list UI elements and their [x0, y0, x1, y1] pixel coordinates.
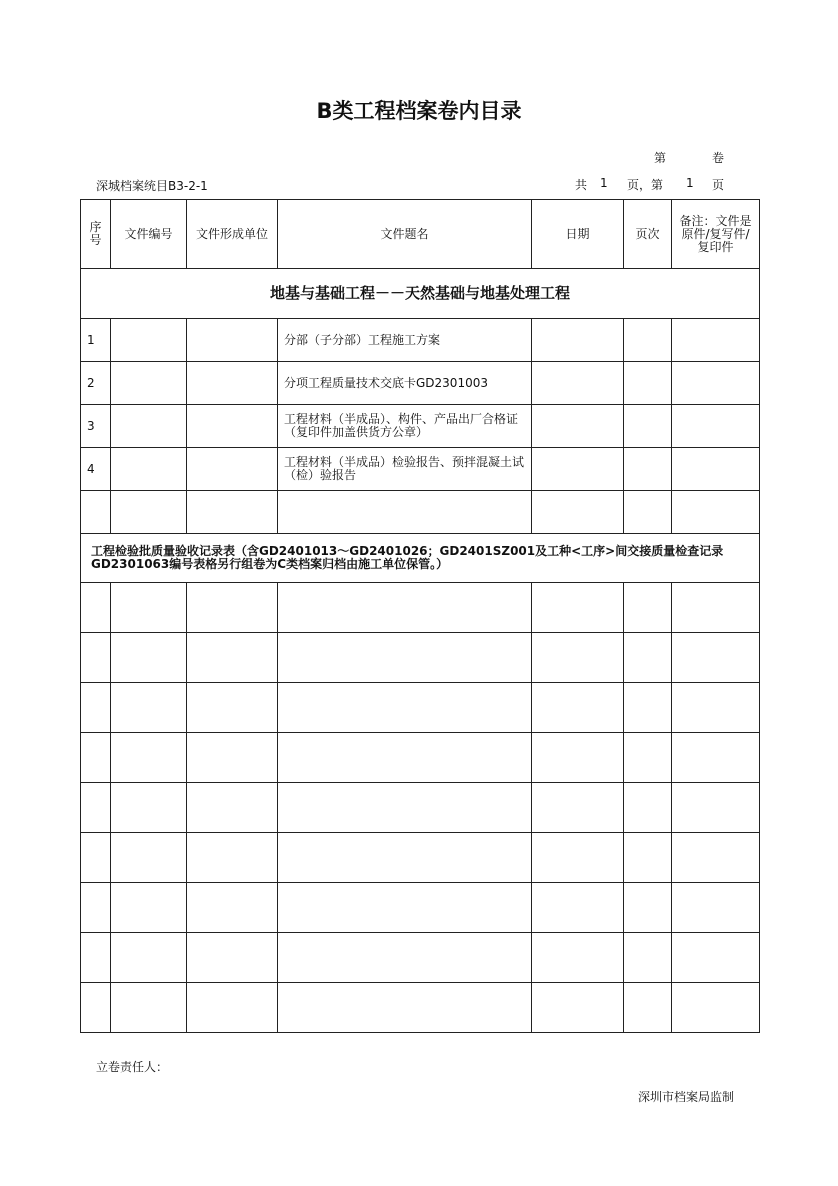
table-row	[81, 933, 760, 983]
pages-current: 1	[686, 176, 694, 190]
table-row	[81, 491, 760, 534]
row-title: 分项工程质量技术交底卡GD2301003	[278, 362, 532, 405]
table-row	[81, 883, 760, 933]
row-no: 2	[81, 362, 111, 405]
row-title: 工程材料（半成品）、构件、产品出厂合格证（复印件加盖供货方公章）	[278, 405, 532, 448]
col-header-title: 文件题名	[278, 200, 532, 269]
pages-sep: 页，第	[627, 178, 664, 192]
header-row	[81, 200, 760, 269]
col-header-unit: 文件形成单位	[187, 200, 278, 269]
table-row	[81, 362, 760, 405]
table-row	[81, 833, 760, 883]
table-row	[81, 448, 760, 491]
row-title: 分部（子分部）工程施工方案	[278, 319, 532, 362]
pages-total: 1	[600, 176, 608, 190]
pages-ye: 页	[712, 178, 725, 192]
volume-label-di: 第	[654, 151, 667, 165]
table-row	[81, 319, 760, 362]
col-header-file-number: 文件编号	[111, 200, 187, 269]
responsible-label: 立卷责任人：	[96, 1060, 169, 1074]
page-title: B类工程档案卷内目录	[316, 99, 522, 123]
col-header-page: 页次	[624, 200, 672, 269]
row-no: 3	[81, 405, 111, 448]
catalog-code: 深城档案统目B3-2-1	[96, 179, 208, 193]
table-row	[81, 783, 760, 833]
table-row	[81, 405, 760, 448]
note-text: 工程检验批质量验收记录表（含GD2401013～GD2401026；GD2401SZ001及工种<工序>间交接质量检查记录GD2301063编号表格另行组卷为C类档案归档由施工单位保管。）	[81, 534, 760, 583]
section-title: 地基与基础工程－－天然基础与地基处理工程	[81, 269, 760, 319]
col-header-no: 序号	[89, 220, 102, 247]
table-row	[81, 733, 760, 783]
pages-gong: 共	[575, 178, 588, 192]
catalog-table	[80, 199, 760, 1033]
col-header-date: 日期	[532, 200, 624, 269]
table-row	[81, 983, 760, 1033]
table-row	[81, 683, 760, 733]
col-header-remark: 备注：文件是原件/复写件/复印件	[672, 200, 760, 269]
row-title: 工程材料（半成品）检验报告、预拌混凝土试（检）验报告	[278, 448, 532, 491]
table-row	[81, 633, 760, 683]
row-no: 1	[81, 319, 111, 362]
supervisor-label: 深圳市档案局监制	[638, 1090, 735, 1104]
table-row	[81, 583, 760, 633]
row-no: 4	[81, 448, 111, 491]
volume-label-juan: 卷	[712, 151, 725, 165]
